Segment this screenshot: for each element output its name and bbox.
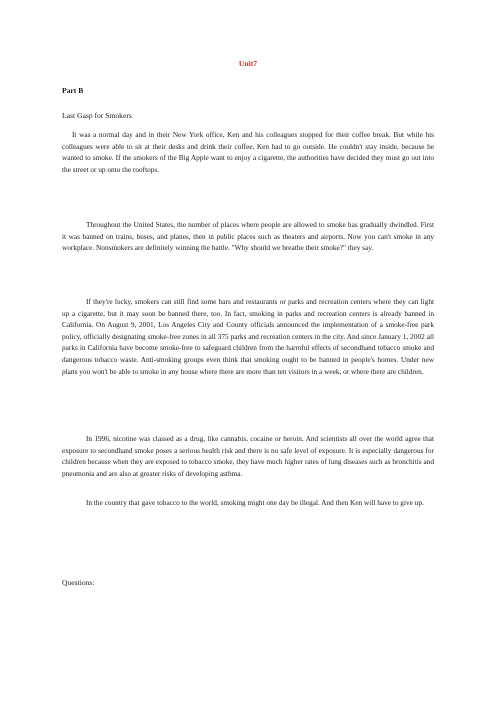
paragraph-2 bbox=[62, 219, 434, 254]
paragraph-5 bbox=[62, 497, 434, 509]
paragraph-text: If they're lucky, smokers can still find some bars and restaurants or parks and recreation centers where they can light up a cigarette, but it may soon be banned there, too. In fact, smoking in parks and recreation centers is already banned in California. On August 9, 2001, Los Angeles City and County officials announced the implementation of a smoke-free park policy, officially designating smoke-free zones in all 375 parks and recreation centers in the city. And since January 1, 2002 all parks in California have become smoke-free to safeguard children from the harmful effects of secondhand tobacco smoke and dangerous tobacco waste. Anti-smoking groups even think that smoking ought to be banned in people's homes. Under new plans you won't be able to smoke in any house where there are more than ten visitors in a week, or where there are children. bbox=[62, 297, 434, 376]
article-title: Last Gasp for Smokers bbox=[62, 111, 132, 120]
questions-label: Questions: bbox=[62, 578, 95, 587]
paragraph-text: It was a normal day and in their New York office, Ken and his colleagues stopped for their coffee break. But while his colleagues were able to sit at their desks and drink their coffee, Ken had to go outside. He couldn't stay inside, because he wanted to smoke. If the smokers of the Big Apple want to enjoy a cigarette, the authorities have decided they must go out into the street or up onto the rooftops. bbox=[62, 130, 434, 174]
paragraph-1 bbox=[62, 129, 434, 175]
part-label: Part B bbox=[62, 86, 84, 95]
paragraph-text: In the country that gave tobacco to the world, smoking might one day be illegal. And then Ken will have to give up. bbox=[86, 498, 424, 507]
paragraph-3 bbox=[62, 296, 434, 377]
unit-title: Unit7 bbox=[238, 59, 258, 68]
paragraph-text: In 1996, nicotine was classed as a drug, like cannabis, cocaine or heroin. And scientists all over the world agree that exposure to secondhand smoke poses a serious health risk and there is no safe level of exposure. It is especially dangerous for children because when they are exposed to tobacco smoke, they have much higher rates of lung diseases such as bronchitis and pneumonia and are also at greater risks of developing asthma. bbox=[62, 434, 434, 478]
paragraph-4 bbox=[62, 433, 434, 479]
paragraph-text: Throughout the United States, the number of places where people are allowed to smoke has gradually dwindled. First it was banned on trains, buses, and planes, then in public places such as theaters and airports. Now you can't smoke in any workplace. Nonsmokers are definitely winning the battle. "Why should we breathe their smoke?" they say. bbox=[62, 220, 434, 253]
